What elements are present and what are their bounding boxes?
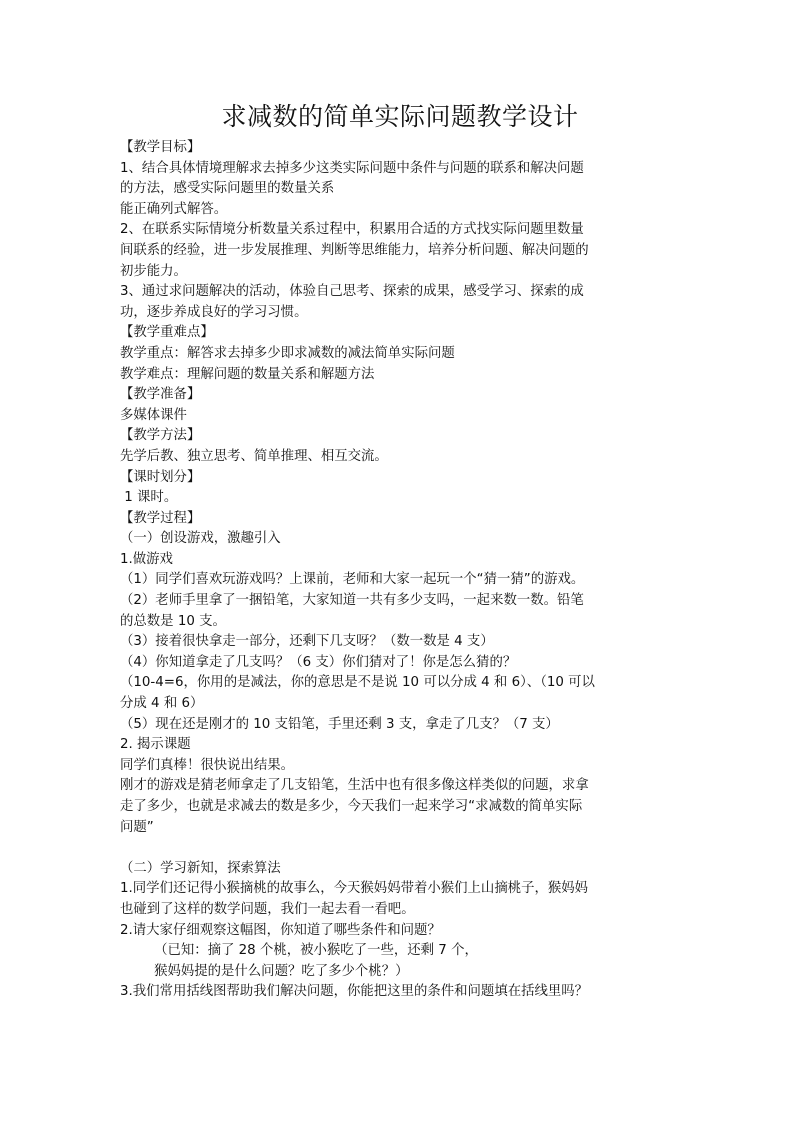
text-line: （1）同学们喜欢玩游戏吗？上课前，老师和大家一起玩一个“猜一猜”的游戏。 [120, 572, 585, 588]
text-line: 分成 4 和 6） [120, 696, 204, 712]
text-line: 能正确列式解答。 [120, 201, 228, 217]
text-line: 刚才的游戏是猜老师拿走了几支铅笔，生活中也有很多像这样类似的问题，求拿 [120, 778, 589, 794]
text-line: 【教学方法】 [120, 428, 201, 444]
text-line: 1、结合具体情境理解求去掉多少这类实际问题中条件与问题的联系和解决问题 [120, 160, 584, 176]
text-line: 【教学准备】 [120, 387, 201, 403]
text-line: 的方法，感受实际问题里的数量关系 [120, 181, 335, 197]
text-line: （一）创设游戏，激趣引入 [120, 531, 281, 547]
text-line: 【教学过程】 [120, 510, 201, 526]
text-line: 【课时划分】 [120, 469, 201, 485]
blank-line [120, 838, 680, 859]
text-line: 问题” [120, 819, 154, 835]
text-line: 也碰到了这样的数学问题，我们一起去看一看吧。 [120, 901, 415, 917]
text-line: 2. 揭示课题 [120, 737, 191, 753]
text-line: 【教学目标】 [120, 140, 201, 155]
text-line: 2.请大家仔细观察这幅图，你知道了哪些条件和问题？ [120, 922, 441, 938]
text-line: 功，逐步养成良好的学习习惯。 [120, 304, 308, 320]
text-line: （二）学习新知，探索算法 [120, 860, 281, 876]
text-line: 2、在联系实际情境分析数量关系过程中，积累用合适的方式找实际问题里数量 [120, 222, 584, 238]
text-line: （10-4=6，你用的是减法，你的意思是不是说 10 可以分成 4 和 6）、（10 可以 [120, 675, 595, 691]
text-line: 的总数是 10 支。 [120, 613, 226, 629]
document-page [120, 100, 680, 1003]
text-line: 教学难点：理解问题的数量关系和解题方法 [120, 366, 375, 382]
text-line: 初步能力。 [120, 263, 187, 279]
document-body [120, 138, 680, 1003]
text-line: 1.同学们还记得小猴摘桃的故事么，今天猴妈妈带着小猴们上山摘桃子，猴妈妈 [120, 881, 589, 897]
text-line: （2）老师手里拿了一捆铅笔，大家知道一共有多少支吗，一起来数一数。铅笔 [120, 593, 584, 609]
text-line: （4）你知道拿走了几支吗？（6 支）你们猜对了！你是怎么猜的？ [120, 654, 517, 670]
text-line: 猴妈妈提的是什么问题？吃了多少个桃？） [120, 963, 409, 979]
text-line: 3、通过求问题解决的活动，体验自己思考、探索的成果，感受学习、探索的成 [120, 284, 584, 300]
text-line: 先学后教、独立思考、简单推理、相互交流。 [120, 448, 388, 464]
text-line: 间联系的经验，进一步发展推理、判断等思维能力，培养分析问题、解决问题的 [120, 242, 589, 258]
text-line: 1 课时。 [120, 490, 178, 506]
text-line: 3.我们常用括线图帮助我们解决问题，你能把这里的条件和问题填在括线里吗？ [120, 984, 589, 1000]
text-line: （3）接着很快拿走一部分，还剩下几支呀？（数一数是 4 支） [120, 634, 494, 650]
text-line: 【教学重难点】 [120, 325, 214, 341]
text-line: （5）现在还是刚才的 10 支铅笔，手里还剩 3 支，拿走了几支？（7 支） [120, 716, 559, 732]
text-line: （已知：摘了 28 个桃，被小猴吃了一些，还剩 7 个， [120, 943, 478, 959]
text-line: 教学重点：解答求去掉多少即求减数的减法简单实际问题 [120, 345, 455, 361]
text-line: 多媒体课件 [120, 407, 187, 423]
text-line: 同学们真棒！很快说出结果。 [120, 757, 295, 773]
text-line: 走了多少，也就是求减去的数是多少，今天我们一起来学习“求减数的简单实际 [120, 799, 583, 814]
text-line: 1.做游戏 [120, 551, 173, 567]
document-title: 求减数的简单实际问题教学设计 [221, 102, 579, 131]
